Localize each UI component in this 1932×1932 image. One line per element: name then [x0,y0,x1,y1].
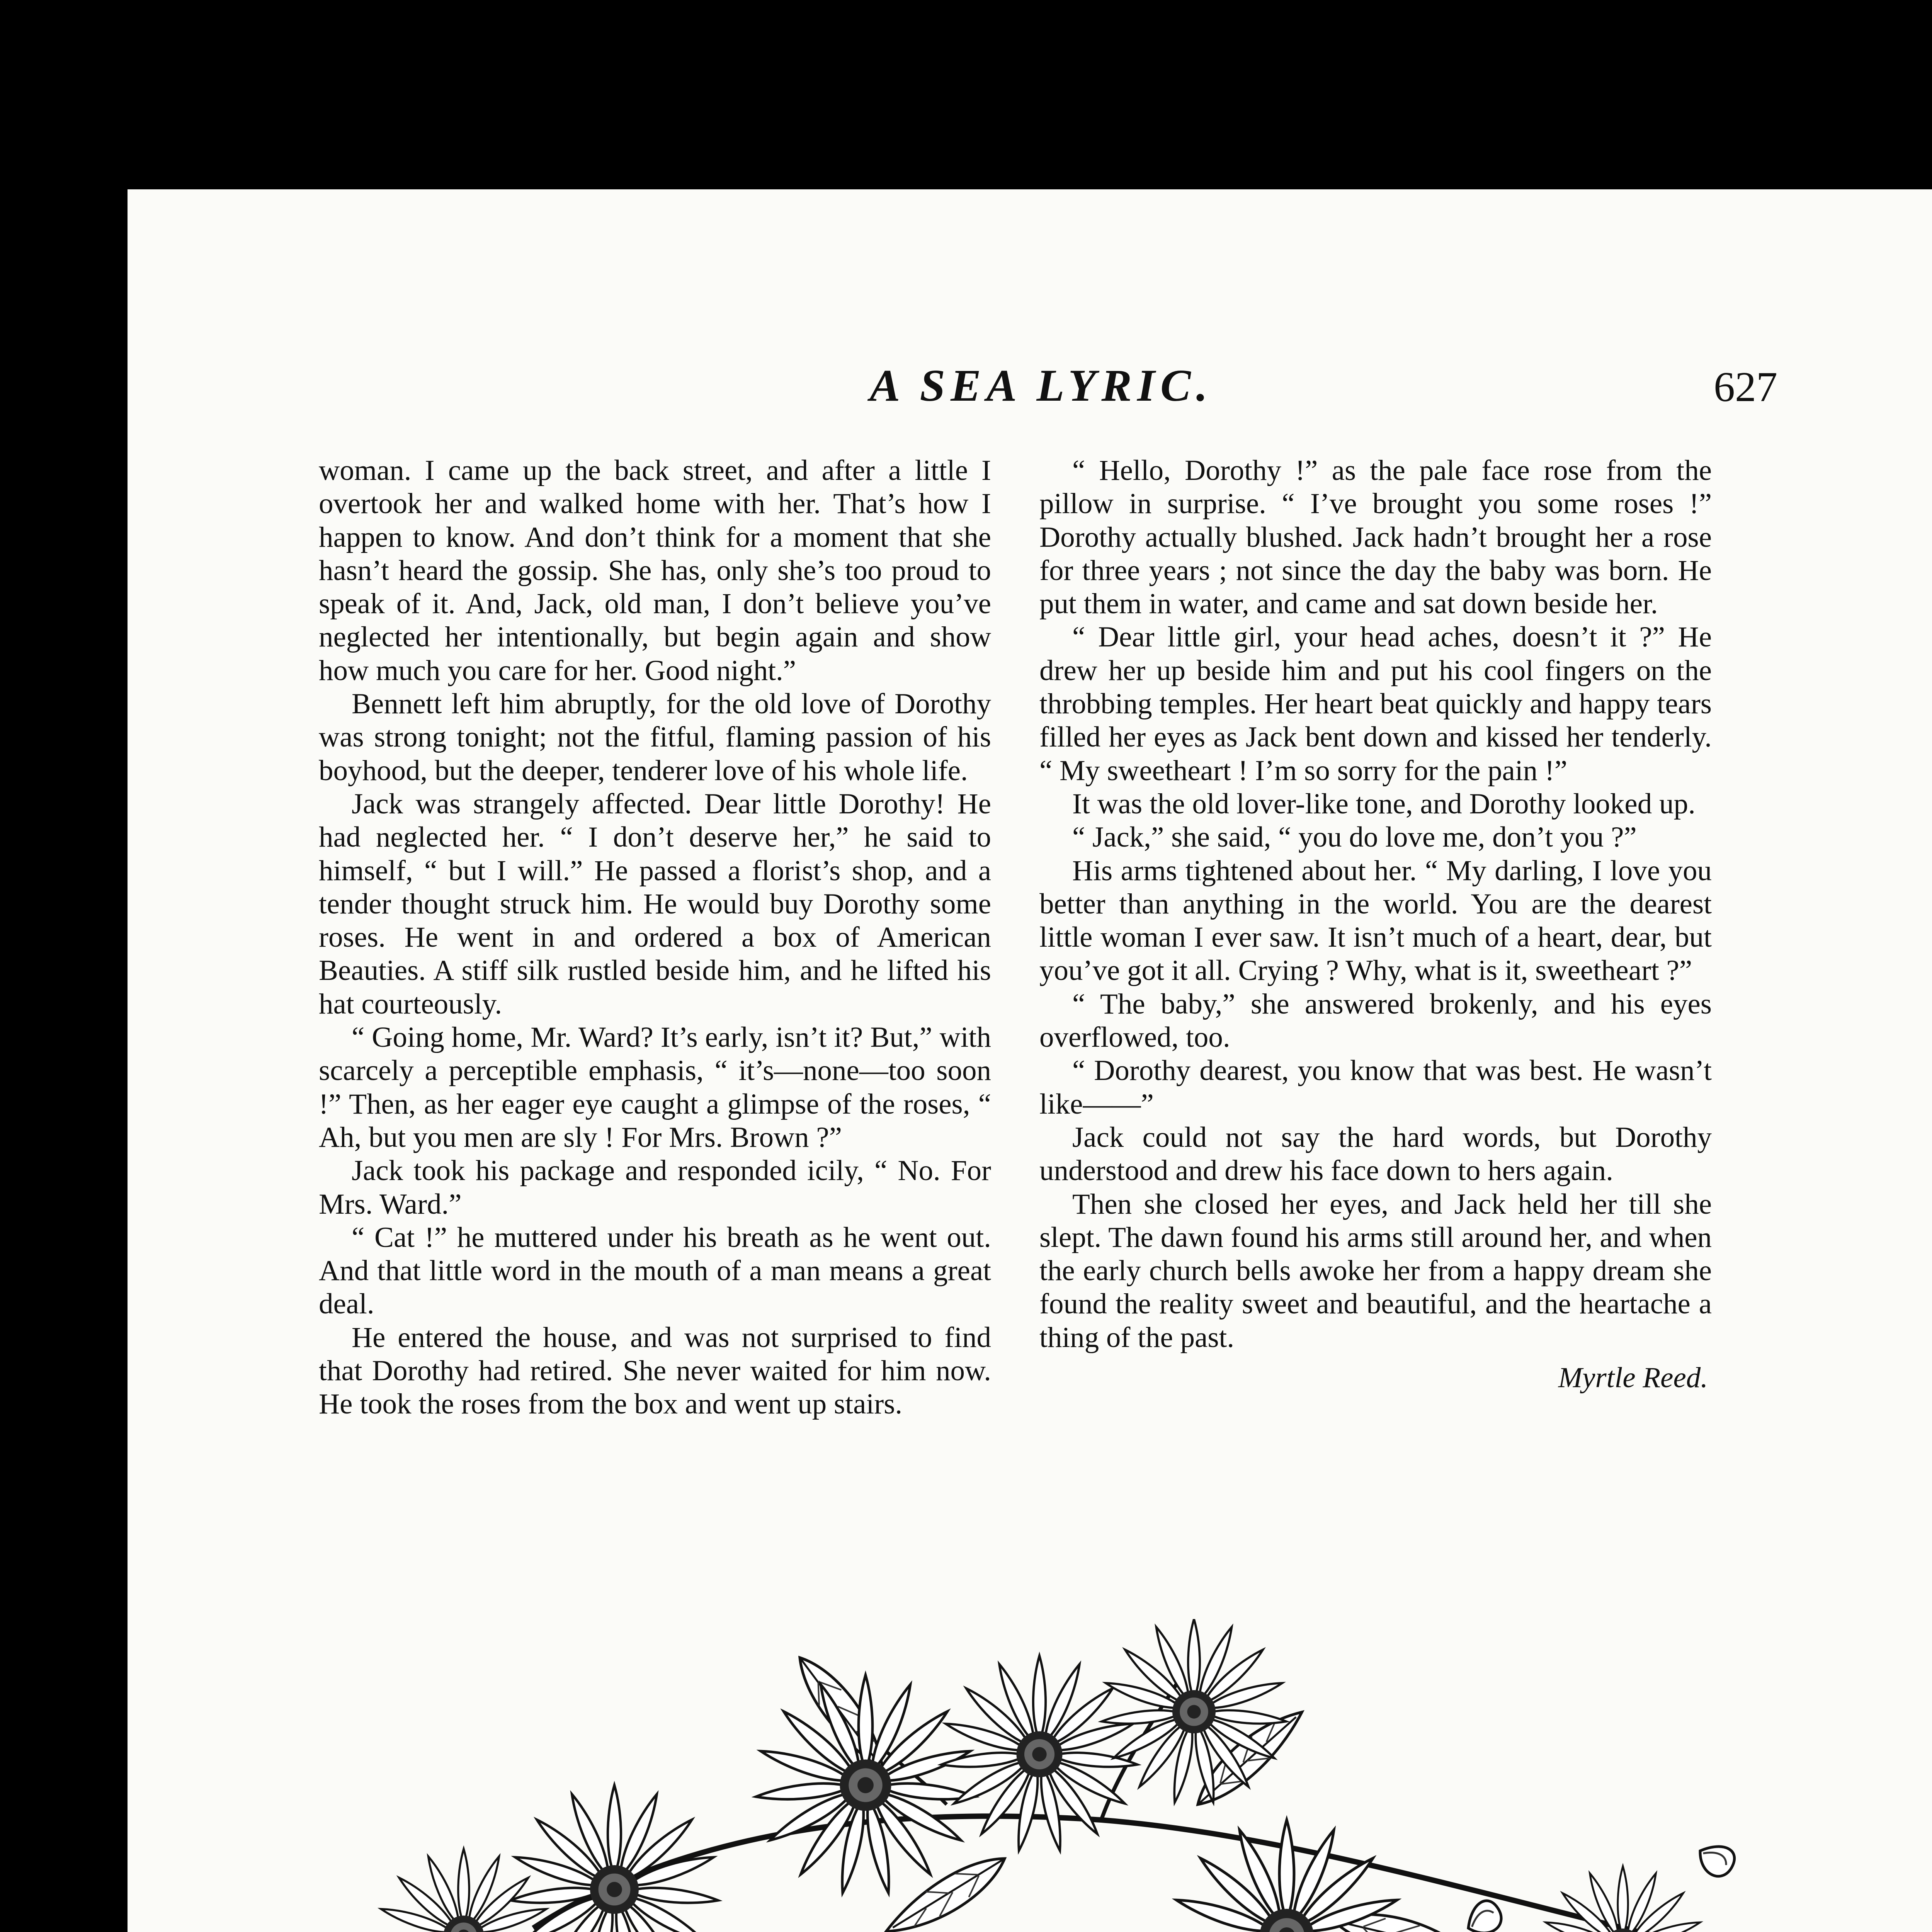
story-paragraph: “ Dorothy dearest, you know that was best. He wasn’t like——” [1039,1054,1712,1120]
story-right-column [1039,454,1712,1395]
story-paragraph: Bennett left him abruptly, for the old love of Dorothy was strong tonight; not the fitful, flaming passion of his boyhood, but the deeper, tenderer love of his whole life. [319,688,991,787]
story-paragraph: “ The baby,” she answered brokenly, and his eyes overflowed, too. [1039,988,1712,1054]
running-head: A SEA LYRIC. [869,360,1213,411]
story-paragraph: “ Cat !” he muttered under his breath as he went out. And that little word in the mouth of a man means a great deal. [319,1221,991,1320]
page-number: 627 [1714,363,1777,410]
story-author: Myrtle Reed. [1558,1362,1708,1394]
story-paragraph: “ Dear little girl, your head aches, doesn’t it ?” He drew her up beside him and put his cool fingers on the throbbing temples. Her heart beat quickly and happy tears filled her eyes as Jack bent down and kissed her tenderly. “ My sweetheart ! I’m so sorry for the pain !” [1039,621,1712,787]
story-paragraph: “ Jack,” she said, “ you do love me, don’t you ?” [1072,821,1637,854]
story-paragraph: Then she closed her eyes, and Jack held her till she slept. The dawn found his arms still around her, and when the early church bells awoke her from a happy dream she found the reality sweet and beautiful, and the heartache a thing of the past. [1039,1188,1712,1354]
story-paragraph: woman. I came up the back street, and after a little I overtook her and walked home with her. That’s how I happen to know. And don’t think for a moment that she hasn’t heard the gossip. She has, only she’s too proud to speak of it. And, Jack, old man, I don’t believe you’ve neglected her intentionally, but begin again and show how much you care for her. Good night.” [319,454,991,687]
story-paragraph: He entered the house, and was not surprised to find that Dorothy had retired. She never waited for him now. He took the roses from the box and went up stairs. [319,1321,991,1420]
daisy-spray-illustration [367,1619,1797,1932]
story-paragraph: It was the old lover-like tone, and Dorothy looked up. [1072,787,1696,820]
magazine-page [128,189,1932,1932]
story-paragraph: Jack took his package and responded icily, “ No. For Mrs. Ward.” [319,1155,991,1220]
story-left-column [319,454,991,1421]
story-paragraph: “ Going home, Mr. Ward? It’s early, isn’t it? But,” with scarcely a perceptible emphasis, “ it’s—none—too soon !” Then, as her eager eye caught a glimpse of the roses, “ Ah, but you men are sly ! For Mrs. Brown ?” [319,1021,991,1153]
story-paragraph: “ Hello, Dorothy !” as the pale face rose from the pillow in surprise. “ I’ve brought you some roses !” Dorothy actually blushed. Jack hadn’t brought her a rose for three years ; not since the day the baby was born. He put them in water, and came and sat down beside her. [1039,454,1712,620]
story-paragraph: Jack was strangely affected. Dear little Dorothy! He had neglected her. “ I don’t deserve her,” he said to himself, “ but I will.” He passed a florist’s shop, and a tender thought struck him. He would buy Dorothy some roses. He went in and ordered a box of American Beauties. A stiff silk rustled beside him, and he lifted his hat courteously. [319,787,991,1020]
story-paragraph: His arms tightened about her. “ My darling, I love you better than anything in the world. You are the dearest little woman I ever saw. It isn’t much of a heart, dear, but you’ve got it all. Crying ? Why, what is it, sweetheart ?” [1039,854,1712,987]
story-paragraph: Jack could not say the hard words, but Dorothy understood and drew his face down to hers again. [1039,1121,1712,1187]
